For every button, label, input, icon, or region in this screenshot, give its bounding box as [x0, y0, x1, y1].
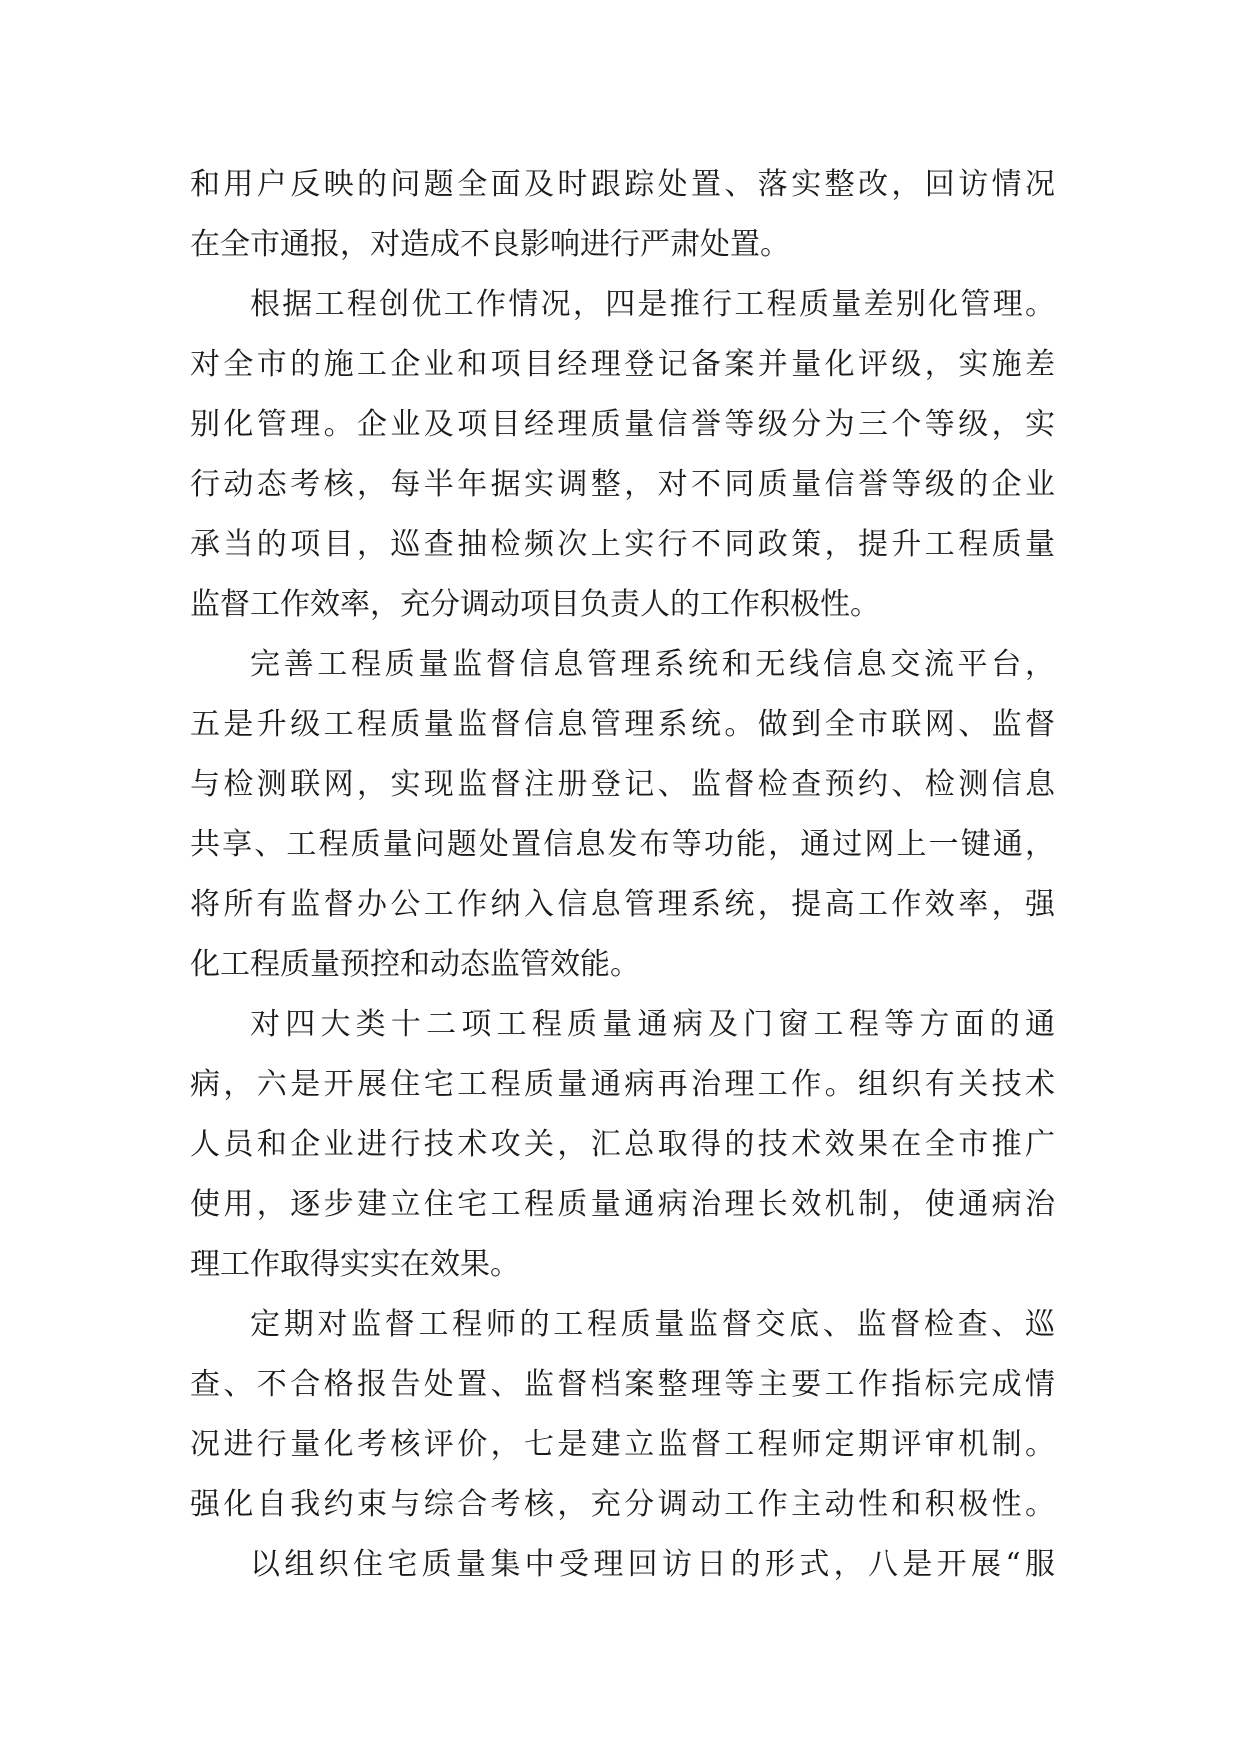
paragraph-first-line: 根据工程创优工作情况，四是推行工程质量差别化管理。: [250, 287, 1055, 322]
text-line: 和用户反映的问题全面及时跟踪处置、落实整改，回访情况: [190, 167, 1055, 202]
text-line: 况进行量化考核评价，七是建立监督工程师定期评审机制。: [190, 1427, 1055, 1462]
text-line: 将所有监督办公工作纳入信息管理系统，提高工作效率，强: [190, 887, 1055, 922]
text-line: 查、不合格报告处置、监督档案整理等主要工作指标完成情: [190, 1367, 1055, 1402]
paragraph-first-line: 定期对监督工程师的工程质量监督交底、监督检查、巡: [250, 1307, 1055, 1342]
document-body: [190, 155, 1055, 1595]
paragraph-first-line: 完善工程质量监督信息管理系统和无线信息交流平台，: [250, 647, 1055, 682]
text-line: 行动态考核，每半年据实调整，对不同质量信誉等级的企业: [190, 467, 1055, 502]
text-line: 强化自我约束与综合考核，充分调动工作主动性和积极性。: [190, 1487, 1055, 1522]
text-line: 共享、工程质量问题处置信息发布等功能，通过网上一键通，: [190, 827, 1055, 862]
text-line: 人员和企业进行技术攻关，汇总取得的技术效果在全市推广: [190, 1127, 1055, 1162]
text-line: 理工作取得实实在效果。: [190, 1247, 520, 1282]
text-line: 监督工作效率，充分调动项目负责人的工作积极性。: [190, 587, 880, 622]
text-line: 对全市的施工企业和项目经理登记备案并量化评级，实施差: [190, 347, 1055, 382]
paragraph-first-line: 对四大类十二项工程质量通病及门窗工程等方面的通: [250, 1007, 1055, 1042]
text-line: 五是升级工程质量监督信息管理系统。做到全市联网、监督: [190, 707, 1055, 742]
text-line: 承当的项目，巡查抽检频次上实行不同政策，提升工程质量: [190, 527, 1055, 562]
text-line: 与检测联网，实现监督注册登记、监督检查预约、检测信息: [190, 767, 1055, 802]
text-line: 病，六是开展住宅工程质量通病再治理工作。组织有关技术: [190, 1067, 1055, 1102]
paragraph-first-line: 以组织住宅质量集中受理回访日的形式，八是开展“服: [250, 1547, 1055, 1582]
text-line: 使用，逐步建立住宅工程质量通病治理长效机制，使通病治: [190, 1187, 1055, 1222]
text-line: 别化管理。企业及项目经理质量信誉等级分为三个等级，实: [190, 407, 1055, 442]
text-line: 化工程质量预控和动态监管效能。: [190, 947, 640, 982]
text-line: 在全市通报，对造成不良影响进行严肃处置。: [190, 227, 790, 262]
